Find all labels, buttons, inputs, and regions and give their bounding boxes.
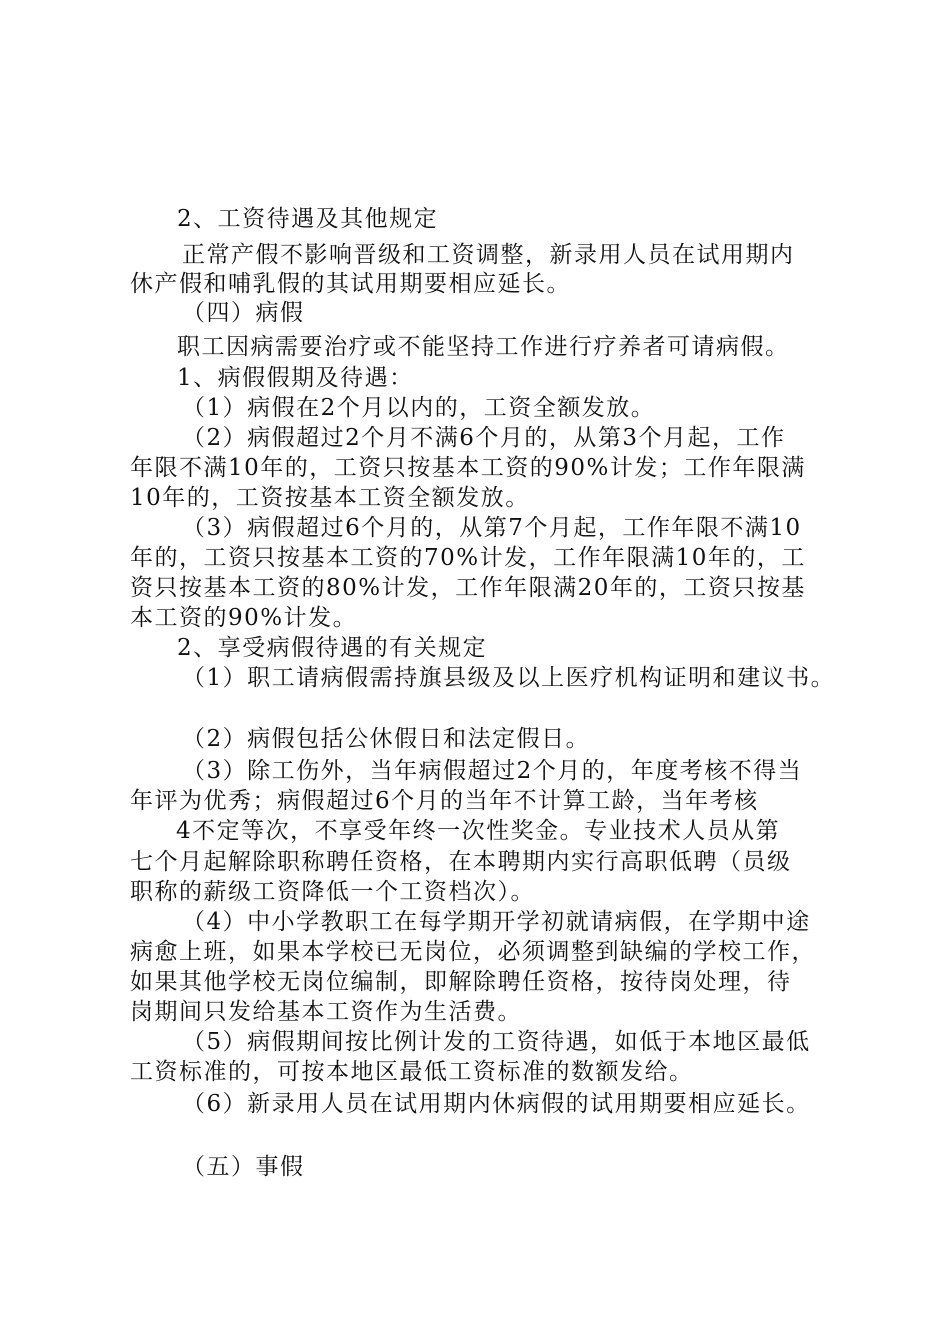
paragraph-line: 本工资的90%计发。: [130, 605, 358, 631]
paragraph-line: 年限不满10年的，工资只按基本工资的90%计发；工作年限满: [130, 455, 806, 481]
list-item: （6）新录用人员在试用期内休病假的试用期要相应延长。: [182, 1091, 811, 1117]
paragraph-line: 休产假和哺乳假的其试用期要相应延长。: [130, 271, 571, 297]
list-item: （2）病假超过2个月不满6个月的，从第3个月起，工作: [182, 425, 786, 451]
section-heading-sick-leave: （四）病假: [182, 300, 305, 326]
list-item: （3）除工伤外，当年病假超过2个月的，年度考核不得当: [182, 758, 803, 784]
list-item: （1）职工请病假需持旗县级及以上医疗机构证明和建议书。: [182, 665, 836, 691]
paragraph-line: 年评为优秀；病假超过6个月的当年不计算工龄，当年考核: [130, 788, 759, 814]
paragraph-line: 10年的，工资按基本工资全额发放。: [130, 485, 530, 511]
list-item: （2）病假包括公休假日和法定假日。: [182, 726, 591, 752]
list-item: （3）病假超过6个月的，从第7个月起，工作年限不满10: [182, 515, 802, 541]
paragraph-line: 职工因病需要治疗或不能坚持工作进行疗养者可请病假。: [177, 334, 790, 360]
list-item: （1）病假在2个月以内的，工资全额发放。: [182, 395, 656, 421]
paragraph-line: 正常产假不影响晋级和工资调整，新录用人员在试用期内: [182, 242, 795, 268]
paragraph-line: 工资标准的，可按本地区最低工资标准的数额发给。: [130, 1059, 694, 1085]
paragraph-line: 病愈上班，如果本学校已无岗位，必须调整到缺编的学校工作，: [130, 939, 816, 965]
section-heading-wages: 2、工资待遇及其他规定: [177, 206, 439, 232]
paragraph-line: 职称的薪级工资降低一个工资档次）。: [130, 879, 535, 905]
paragraph-line: 七个月起解除职称聘任资格，在本聘期内实行高职低聘（员级: [130, 849, 792, 875]
paragraph-line: 如果其他学校无岗位编制，即解除聘任资格，按待岗处理，待: [130, 969, 792, 995]
paragraph-line: 年的，工资只按基本工资的70%计发，工作年限满10年的，工: [130, 545, 806, 571]
list-item: （5）病假期间按比例计发的工资待遇，如低于本地区最低: [182, 1029, 811, 1055]
paragraph-line: 岗期间只发给基本工资作为生活费。: [130, 999, 522, 1025]
subsection-heading: 2、享受病假待遇的有关规定: [177, 635, 488, 661]
paragraph-line: 资只按基本工资的80%计发，工作年限满20年的，工资只按基: [130, 575, 806, 601]
list-item: （4）中小学教职工在每学期开学初就请病假，在学期中途: [182, 909, 811, 935]
paragraph-line: 4不定等次，不享受年终一次性奖金。专业技术人员从第: [176, 818, 781, 844]
subsection-heading: 1、病假假期及待遇：: [177, 365, 414, 391]
section-heading-personal-leave: （五）事假: [182, 1154, 305, 1180]
